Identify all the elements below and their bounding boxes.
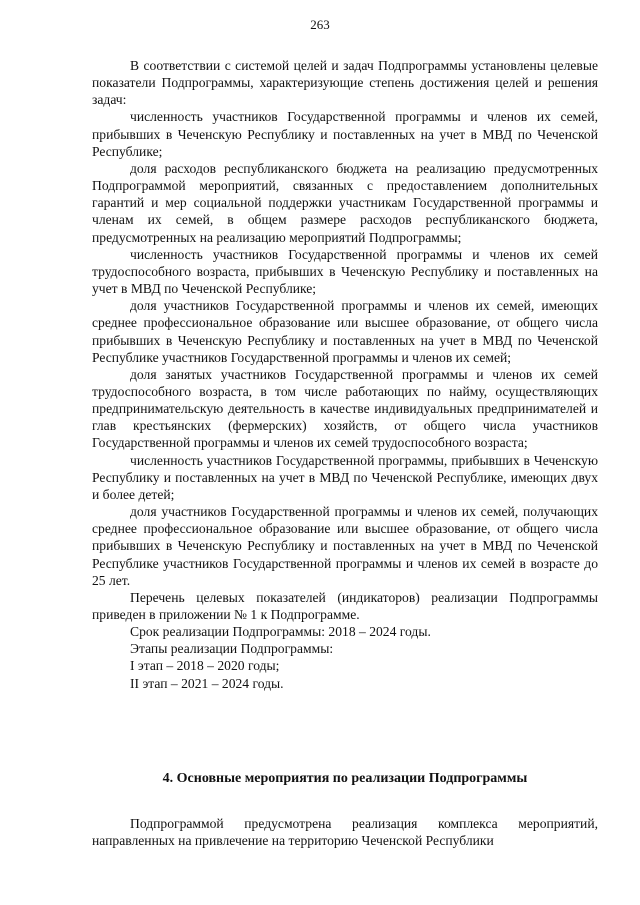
indicator-item: доля участников Государственной программы и членов их семей, имеющих среднее профессиональное образование или высшее образование, от общего числа прибывших в Чеченскую Республику и поставленных на учет в МВД по Чеченской Республике участников Государственной программы и членов их семей; xyxy=(92,298,598,365)
paragraph-indicators-list: Перечень целевых показателей (индикаторов) реализации Подпрограммы приведен в приложении № 1 к Подпрограмме. xyxy=(92,589,598,622)
section-paragraph: Подпрограммой предусмотрена реализация комплекса мероприятий, направленных на привлечение на территорию Чеченской Республики xyxy=(92,816,598,849)
section-body xyxy=(92,815,598,849)
indicator-item: численность участников Государственной программы, прибывших в Чеченскую Республику и поставленных на учет в МВД по Чеченской Республике, имеющих двух и более детей; xyxy=(92,452,598,502)
page-number: 263 xyxy=(310,17,330,32)
stage-1: I этап – 2018 – 2020 годы; xyxy=(130,658,280,674)
section-heading: 4. Основные мероприятия по реализации Подпрограммы xyxy=(162,771,528,786)
term-line: Срок реализации Подпрограммы: 2018 – 2024 годы. xyxy=(130,624,431,640)
indicator-item: численность участников Государственной программы и членов их семей трудоспособного возраста, прибывших в Чеченскую Республику и поставленных на учет в МВД по Чеченской Республике; xyxy=(92,246,598,297)
indicator-item: доля участников Государственной программы и членов их семей, получающих среднее профессиональное образование или высшее образование, от общего числа прибывших в Чеченскую Республику и поставленных на учет в МВД по Чеченской Республике участников Государственной программы и членов их семей в возрасте до 25 лет. xyxy=(92,504,598,588)
indicator-item: численность участников Государственной программы и членов их семей, прибывших в Чеченскую Республику и поставленных на учет в МВД по Чеченской Республике; xyxy=(92,109,598,159)
indicator-item: доля расходов республиканского бюджета на реализацию предусмотренных Подпрограммой мероприятий, связанных с предоставлением дополнительных гарантий и мер социальной поддержки участникам Государственной программы и членам их семей, в общем размере расходов республиканского бюджета, предусмотренных на реализацию мероприятий Подпрограммы; xyxy=(92,160,598,245)
indicator-item: доля занятых участников Государственной программы и членов их семей трудоспособного возраста, в том числе работающих по найму, осуществляющих предпринимательскую деятельность в качестве индивидуальных предпринимателей и глав крестьянских (фермерских) хозяйств, от общего числа участников Государственной программы и членов их семей трудоспособного возраста; xyxy=(92,366,598,451)
stages-title: Этапы реализации Подпрограммы: xyxy=(130,641,334,657)
document-body xyxy=(92,57,598,692)
stage-2: II этап – 2021 – 2024 годы. xyxy=(130,675,284,691)
paragraph-intro: В соответствии с системой целей и задач Подпрограммы установлены целевые показатели Подпрограммы, характеризующие степень достижения целей и решения задач: xyxy=(92,58,598,108)
